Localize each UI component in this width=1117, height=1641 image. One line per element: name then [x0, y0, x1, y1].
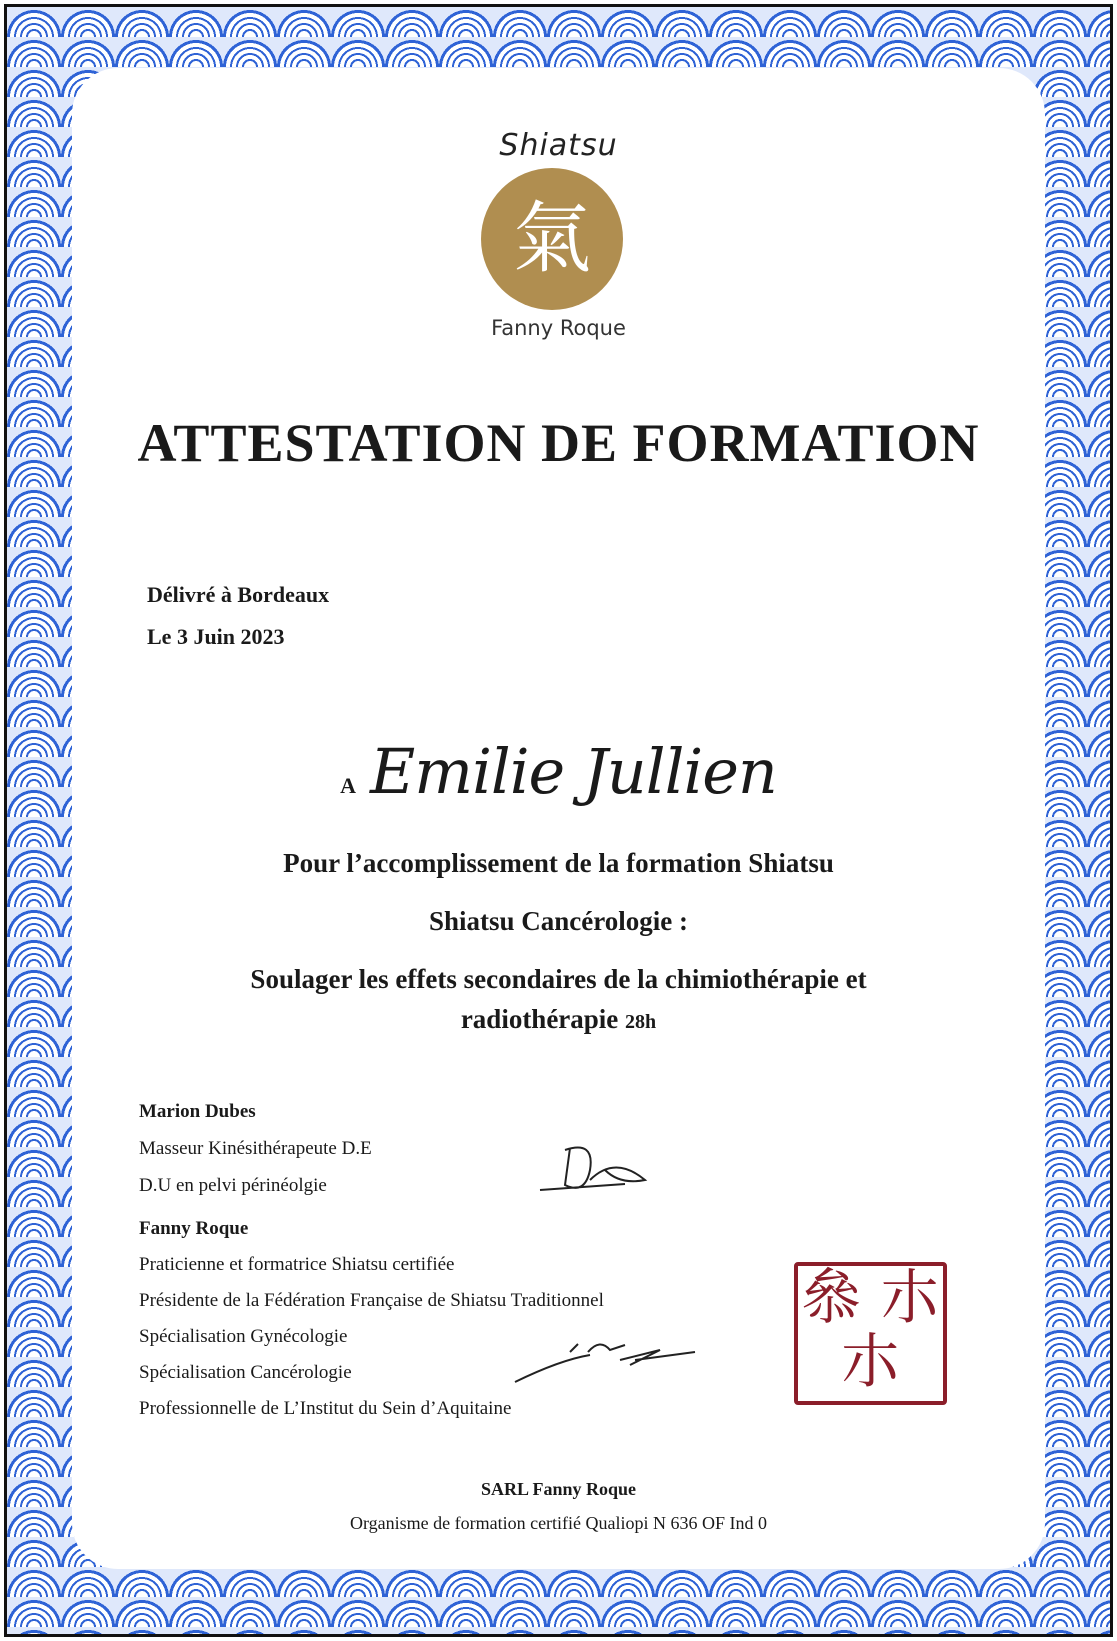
recipient — [0, 735, 1117, 808]
signatory-1-title: Masseur Kinésithérapeute D.E — [139, 1138, 372, 1159]
logo-qi-icon: 氣 — [481, 168, 623, 310]
signature-1 — [535, 1140, 655, 1200]
course-line-3: Soulager les effets secondaires de la chimiothérapie et — [250, 964, 867, 994]
logo-name: Fanny Roque — [491, 316, 626, 340]
footer-company: SARL Fanny Roque — [480, 1479, 637, 1499]
course-name-end: radiothérapie — [460, 1004, 619, 1034]
issued-place: Délivré à Bordeaux — [147, 582, 330, 607]
signatory-1-title: D.U en pelvi périnéolgie — [139, 1175, 327, 1196]
issued-date: Le 3 Juin 2023 — [147, 624, 285, 649]
signatory-2-title: Spécialisation Cancérologie — [139, 1362, 352, 1383]
course-hours: 28h — [625, 1011, 657, 1033]
certificate-title: ATTESTATION DE FORMATION — [137, 413, 980, 473]
signatory-2-title: Professionnelle de L’Institut du Sein d’Aquitaine — [139, 1398, 512, 1419]
course-line-4 — [0, 1004, 1117, 1035]
signatory-2-name: Fanny Roque — [139, 1218, 249, 1239]
signatory-1-name: Marion Dubes — [139, 1101, 256, 1122]
recipient-name: Emilie Jullien — [370, 735, 777, 808]
footer-certification: Organisme de formation certifié Qualiopi N 636 OF Ind 0 — [349, 1513, 768, 1533]
recipient-prefix: A — [340, 773, 357, 798]
course-line-1: Pour l’accomplissement de la formation Shiatsu — [283, 848, 834, 878]
signatory-2-title: Spécialisation Gynécologie — [139, 1326, 348, 1347]
logo-word: Shiatsu — [499, 128, 618, 163]
red-seal-stamp: 叅 朩朩 — [794, 1262, 947, 1405]
signature-2 — [510, 1330, 700, 1390]
signatory-2-title: Praticienne et formatrice Shiatsu certifiée — [139, 1254, 455, 1275]
course-line-2: Shiatsu Cancérologie : — [428, 906, 688, 936]
signatory-2-title: Présidente de la Fédération Française de Shiatsu Traditionnel — [139, 1290, 604, 1311]
